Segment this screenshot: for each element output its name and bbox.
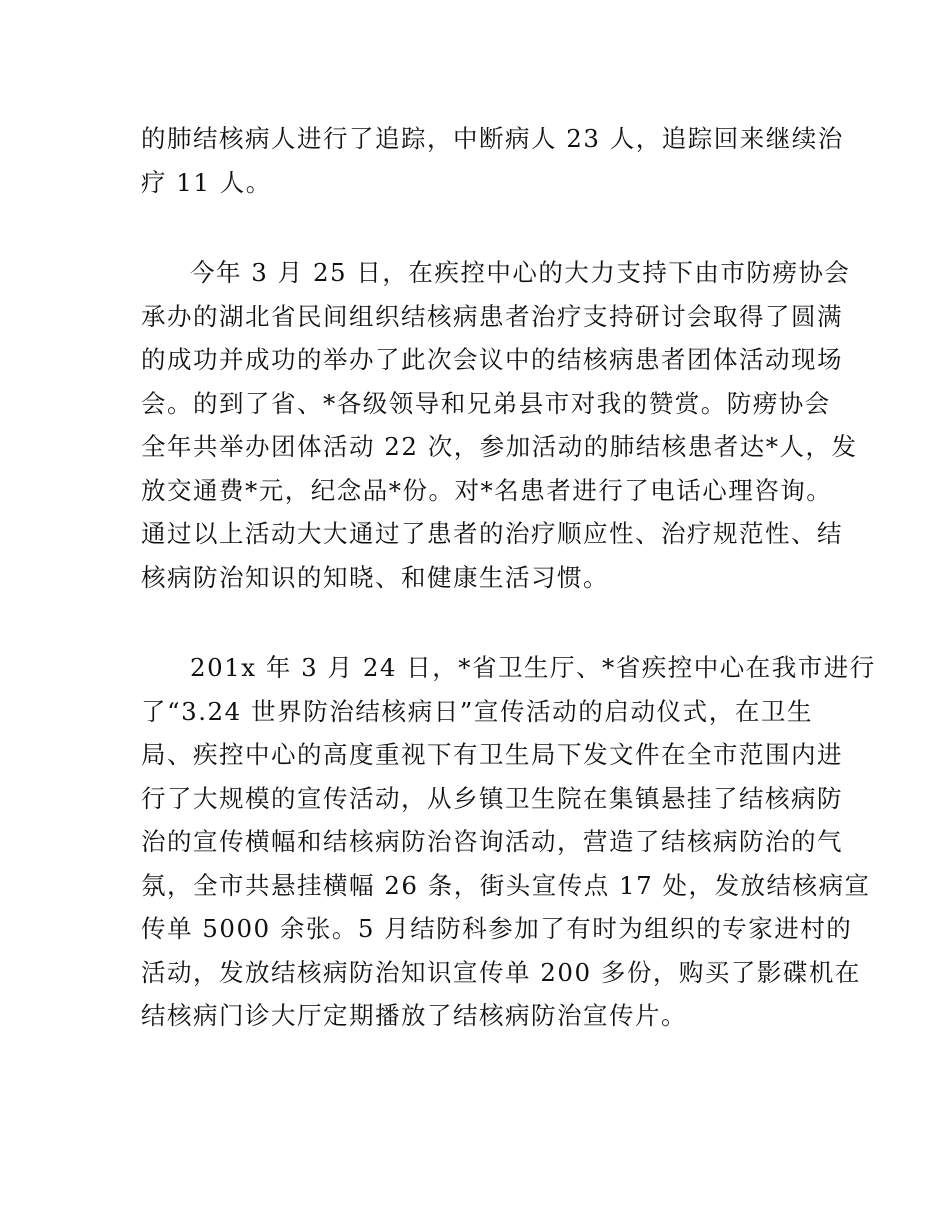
text-line: 通过以上活动大大通过了患者的治疗顺应性、治疗规范性、结 (141, 519, 843, 548)
text-line: 核病防治知识的知晓、和健康生活习惯。 (141, 562, 609, 592)
text-line: 传单 5000 余张。5 月结防科参加了有时为组织的专家进村的 (141, 914, 853, 943)
text-line: 治的宣传横幅和结核病防治咨询活动，营造了结核病防治的气 (141, 827, 843, 856)
text-line: 结核病门诊大厅定期播放了结核病防治宣传片。 (141, 1001, 687, 1030)
text-line: 今年 3 月 25 日，在疾控中心的大力支持下由市防痨协会 (190, 258, 851, 287)
text-line: 疗 11 人。 (141, 167, 272, 197)
text-line: 氛，全市共悬挂横幅 26 条，街头宣传点 17 处，发放结核病宣 (141, 870, 871, 900)
text-line: 放交通费*元，纪念品*份。对*名患者进行了电话心理咨询。 (141, 475, 833, 505)
text-line: 的肺结核病人进行了追踪，中断病人 23 人，追踪回来继续治 (141, 124, 844, 153)
text-line: 的成功并成功的举办了此次会议中的结核病患者团体活动现场 (141, 345, 843, 374)
text-line: 行了大规模的宣传活动，从乡镇卫生院在集镇悬挂了结核病防 (141, 783, 843, 813)
text-line: 承办的湖北省民间组织结核病患者治疗支持研讨会取得了圆满 (141, 301, 843, 331)
text-line: 会。的到了省、*各级领导和兄弟县市对我的赞赏。防痨协会 (141, 388, 831, 418)
text-line: 局、疾控中心的高度重视下有卫生局下发文件在全市范围内进 (141, 740, 843, 769)
paragraph-seminar (141, 251, 858, 599)
text-line: 活动，发放结核病防治知识宣传单 200 多份，购买了影碟机在 (141, 957, 861, 987)
paragraph-tracking-followup (141, 117, 844, 204)
text-line: 201x 年 3 月 24 日，*省卫生厅、*省疾控中心在我市进行 (190, 653, 876, 682)
paragraph-world-tb-day (141, 646, 876, 1038)
text-line: 全年共举办团体活动 22 次，参加活动的肺结核患者达*人，发 (141, 432, 858, 461)
text-line: 了“3.24 世界防治结核病日”宣传活动的启动仪式，在卫生 (141, 696, 813, 726)
